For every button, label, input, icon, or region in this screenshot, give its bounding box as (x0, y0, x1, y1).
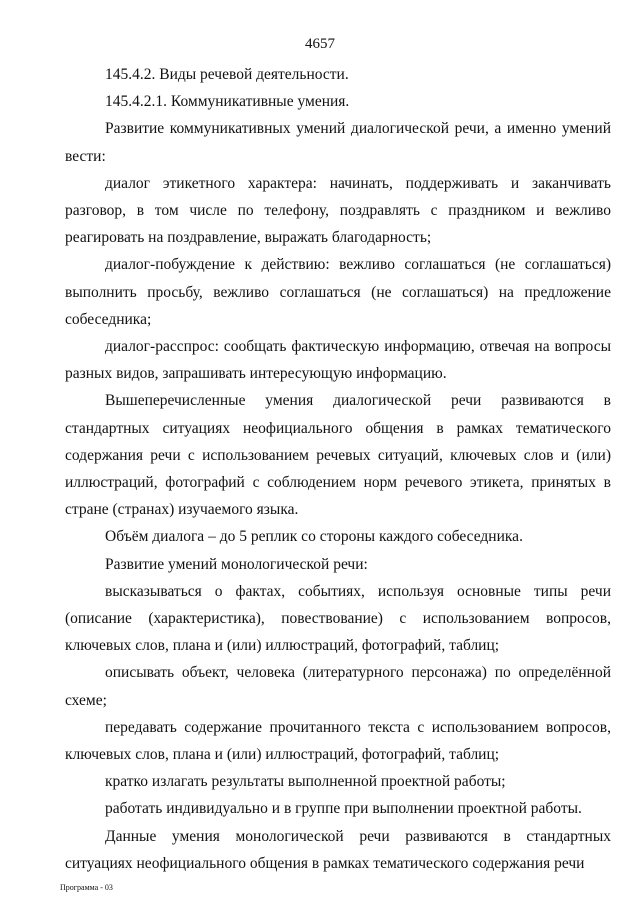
paragraph: диалог-расспрос: сообщать фактическую информацию, отвечая на вопросы разных видов, запрашивать интересующую информацию. (65, 338, 611, 383)
paragraph: Данные умения монологической речи развиваются в стандартных ситуациях неофициального общения в рамках тематического содержания речи (65, 827, 611, 872)
paragraph: Развитие коммуникативных умений диалогической речи, а именно умений вести: (65, 120, 611, 165)
paragraph: работать индивидуально и в группе при выполнении проектной работы. (105, 800, 582, 818)
footer-label: Программа - 03 (60, 883, 113, 892)
section-heading: 145.4.2. Виды речевой деятельности. (105, 66, 349, 83)
paragraph: кратко излагать результаты выполненной проектной работы; (105, 773, 506, 791)
paragraph: описывать объект, человека (литературного персонажа) по определённой схеме; (65, 664, 611, 709)
paragraph: Развитие умений монологической речи: (105, 555, 368, 573)
paragraph: Вышеперечисленные умения диалогической речи развиваются в стандартных ситуациях неофициального общения в рамках тематического содержания речи с использованием речевых ситуаций, ключевых слов и (или) иллюстраций, фотографий с соблюдением норм речевого этикета, принятых в стране (странах) изучаемого языка. (65, 392, 611, 519)
page-number: 4657 (305, 36, 335, 52)
paragraph: Объём диалога – до 5 реплик со стороны каждого собеседника. (105, 528, 523, 546)
subsection-heading: 145.4.2.1. Коммуникативные умения. (105, 93, 350, 111)
paragraph: диалог этикетного характера: начинать, поддерживать и заканчивать разговор, в том числе по телефону, поздравлять с праздником и вежливо реагировать на поздравление, выражать благодарность; (65, 174, 611, 247)
paragraph: диалог-побуждение к действию: вежливо соглашаться (не соглашаться) выполнить просьбу, вежливо соглашаться (не соглашаться) на предложение собеседника; (65, 256, 611, 328)
document-body (65, 61, 611, 877)
paragraph: передавать содержание прочитанного текста с использованием вопросов, ключевых слов, плана и (или) иллюстраций, фотографий, таблиц; (65, 718, 611, 764)
paragraph: высказываться о фактах, событиях, используя основные типы речи (описание (характеристика), повествование) с использованием вопросов, ключевых слов, плана и (или) иллюстраций, фотографий, таблиц; (65, 582, 611, 655)
